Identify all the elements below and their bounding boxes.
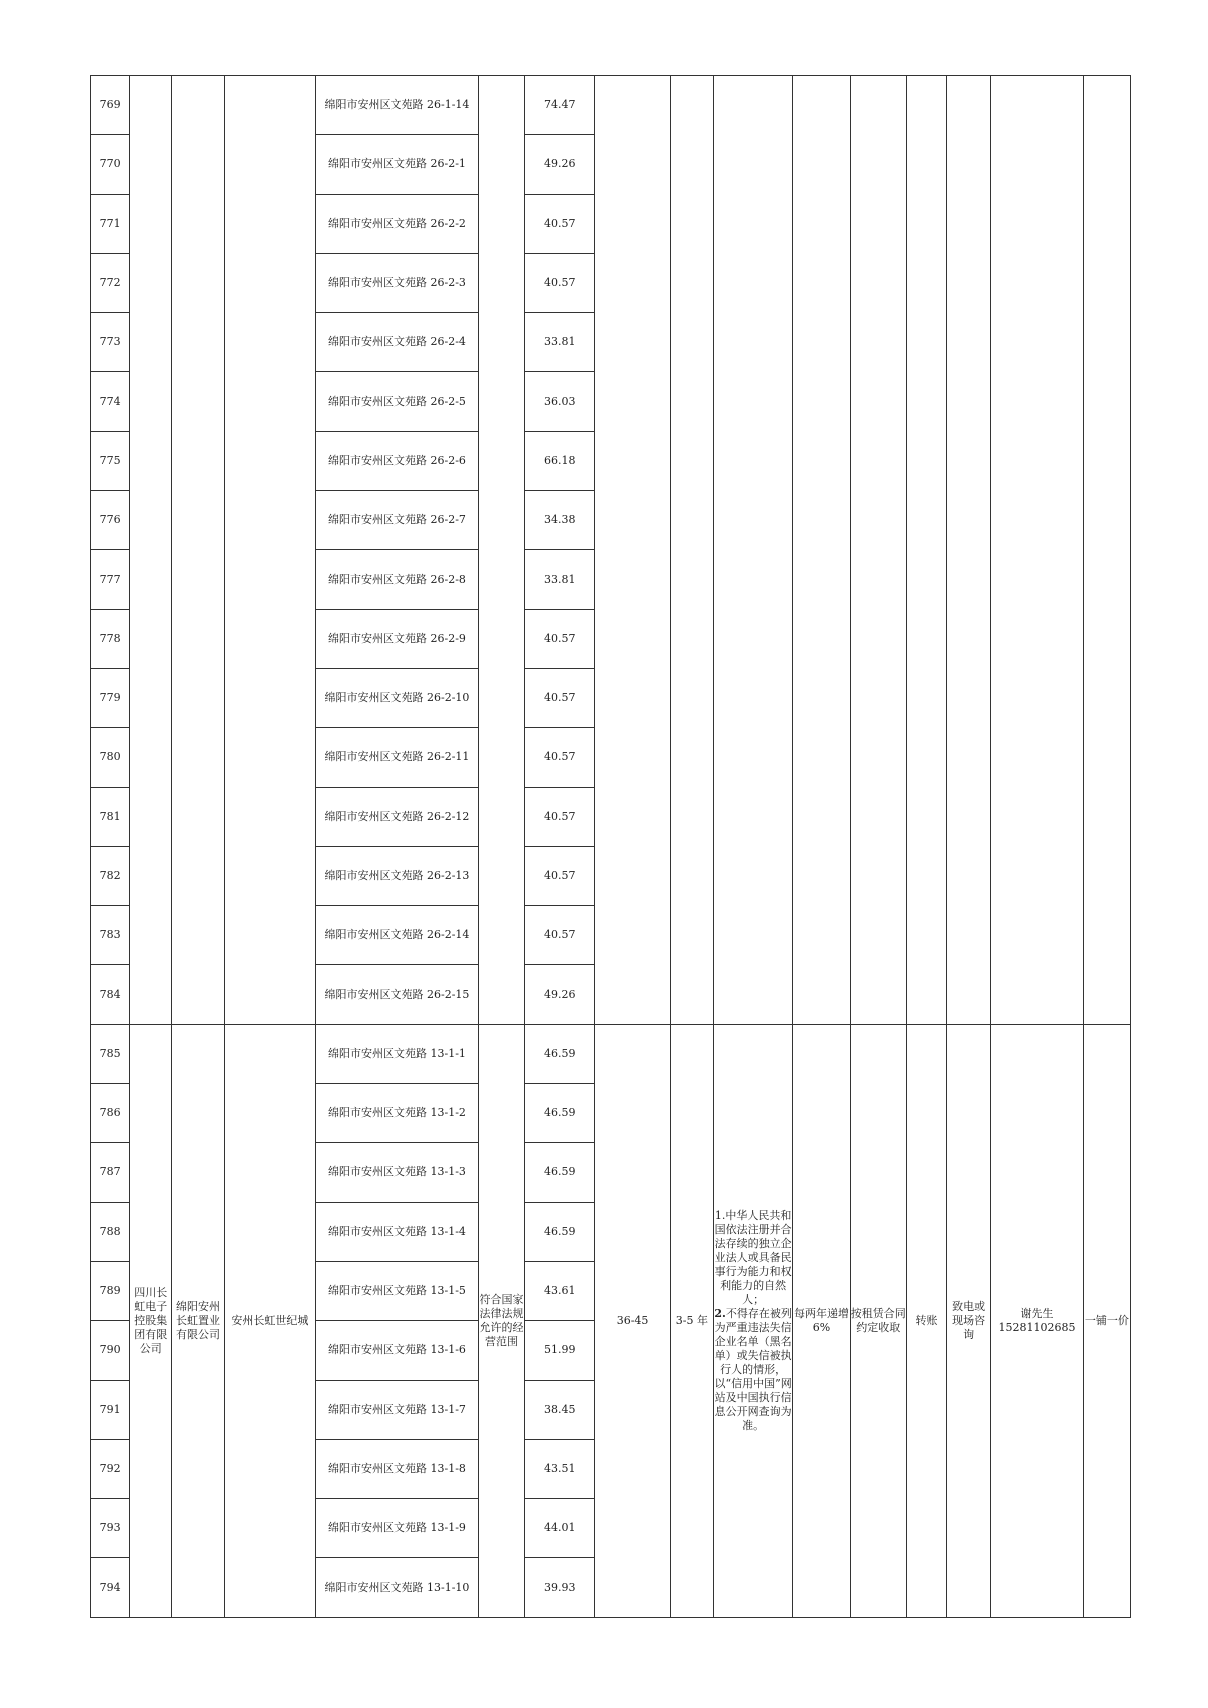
area-cell: 40.57 [525, 253, 595, 312]
requirements-cell [713, 76, 792, 1025]
address-cell: 绵阳市安州区文苑路 26-2-8 [316, 550, 479, 609]
address-cell: 绵阳市安州区文苑路 26-2-11 [316, 728, 479, 787]
area-cell: 43.61 [525, 1261, 595, 1320]
increase-cell: 每两年递增 6% [793, 1024, 850, 1617]
table-row [91, 1024, 1131, 1083]
area-cell: 40.57 [525, 668, 595, 727]
group-a-rows [91, 76, 1131, 1025]
row-number: 776 [91, 491, 130, 550]
address-cell: 绵阳市安州区文苑路 13-1-3 [316, 1143, 479, 1202]
row-number: 784 [91, 965, 130, 1024]
row-number: 791 [91, 1380, 130, 1439]
area-cell: 46.59 [525, 1202, 595, 1261]
row-number: 777 [91, 550, 130, 609]
collection-cell: 按租赁合同约定收取 [850, 1024, 906, 1617]
address-cell: 绵阳市安州区文苑路 26-1-14 [316, 76, 479, 135]
area-cell: 36.03 [525, 372, 595, 431]
area-cell: 38.45 [525, 1380, 595, 1439]
requirement-1: 1.中华人民共和国依法注册并合法存续的独立企业法人或具备民事行为能力和权利能力的自然人； [714, 1208, 792, 1306]
row-number: 779 [91, 668, 130, 727]
group-b-rows [91, 1024, 1131, 1617]
row-number: 772 [91, 253, 130, 312]
payment-cell [906, 76, 946, 1025]
row-number: 792 [91, 1439, 130, 1498]
row-number: 780 [91, 728, 130, 787]
address-cell: 绵阳市安州区文苑路 26-2-13 [316, 846, 479, 905]
term-cell [670, 76, 713, 1025]
row-number: 787 [91, 1143, 130, 1202]
area-cell: 40.57 [525, 194, 595, 253]
row-number: 769 [91, 76, 130, 135]
address-cell: 绵阳市安州区文苑路 13-1-1 [316, 1024, 479, 1083]
rent-cell [595, 76, 670, 1025]
area-cell: 40.57 [525, 906, 595, 965]
area-cell: 46.59 [525, 1024, 595, 1083]
area-cell: 33.81 [525, 313, 595, 372]
property-table [90, 75, 1131, 1618]
address-cell: 绵阳市安州区文苑路 13-1-7 [316, 1380, 479, 1439]
project-cell [224, 76, 315, 1025]
row-number: 794 [91, 1558, 130, 1617]
area-cell: 46.59 [525, 1084, 595, 1143]
pricing-cell: 一铺一价 [1083, 1024, 1130, 1617]
area-cell: 46.59 [525, 1143, 595, 1202]
area-cell: 40.57 [525, 787, 595, 846]
pricing-cell [1083, 76, 1130, 1025]
area-cell: 43.51 [525, 1439, 595, 1498]
contact-cell [991, 76, 1083, 1025]
contact-phone: 15281102685 [998, 1320, 1076, 1334]
row-number: 793 [91, 1499, 130, 1558]
increase-cell [793, 76, 850, 1025]
area-cell: 39.93 [525, 1558, 595, 1617]
row-number: 783 [91, 906, 130, 965]
address-cell: 绵阳市安州区文苑路 26-2-3 [316, 253, 479, 312]
address-cell: 绵阳市安州区文苑路 13-1-2 [316, 1084, 479, 1143]
area-cell: 44.01 [525, 1499, 595, 1558]
address-cell: 绵阳市安州区文苑路 13-1-6 [316, 1321, 479, 1380]
row-number: 771 [91, 194, 130, 253]
row-number: 789 [91, 1261, 130, 1320]
row-number: 790 [91, 1321, 130, 1380]
address-cell: 绵阳市安州区文苑路 26-2-9 [316, 609, 479, 668]
requirements-cell [713, 1024, 792, 1617]
row-number: 773 [91, 313, 130, 372]
payment-cell: 转账 [906, 1024, 946, 1617]
address-cell: 绵阳市安州区文苑路 26-2-15 [316, 965, 479, 1024]
requirement-2-text: 不得存在被列为严重违法失信企业名单（黑名单）或失信被执行人的情形，以“信用中国”网站及中国执行信息公开网查询为准。 [714, 1306, 792, 1432]
row-number: 775 [91, 431, 130, 490]
scope-cell: 符合国家法律法规允许的经营范围 [478, 1024, 524, 1617]
area-cell: 34.38 [525, 491, 595, 550]
requirement-2 [714, 1307, 792, 1433]
row-number: 778 [91, 609, 130, 668]
row-number: 782 [91, 846, 130, 905]
area-cell: 66.18 [525, 431, 595, 490]
area-cell: 49.26 [525, 965, 595, 1024]
owner-group-cell [130, 76, 172, 1025]
collection-cell [850, 76, 906, 1025]
row-number: 786 [91, 1084, 130, 1143]
contact-name: 谢先生 [1020, 1306, 1054, 1320]
inquiry-cell [947, 76, 991, 1025]
address-cell: 绵阳市安州区文苑路 13-1-10 [316, 1558, 479, 1617]
area-cell: 40.57 [525, 728, 595, 787]
rent-cell: 36-45 [595, 1024, 670, 1617]
area-cell: 40.57 [525, 846, 595, 905]
row-number: 781 [91, 787, 130, 846]
area-cell: 51.99 [525, 1321, 595, 1380]
row-number: 770 [91, 135, 130, 194]
owner-company-cell: 绵阳安州长虹置业有限公司 [172, 1024, 224, 1617]
address-cell: 绵阳市安州区文苑路 26-2-10 [316, 668, 479, 727]
project-cell: 安州长虹世纪城 [224, 1024, 315, 1617]
term-cell: 3-5 年 [670, 1024, 713, 1617]
inquiry-cell: 致电或现场咨询 [947, 1024, 991, 1617]
address-cell: 绵阳市安州区文苑路 26-2-7 [316, 491, 479, 550]
address-cell: 绵阳市安州区文苑路 26-2-1 [316, 135, 479, 194]
contact-cell [991, 1024, 1083, 1617]
owner-group-cell: 四川长虹电子控股集团有限公司 [130, 1024, 172, 1617]
area-cell: 33.81 [525, 550, 595, 609]
address-cell: 绵阳市安州区文苑路 13-1-8 [316, 1439, 479, 1498]
table-row [91, 76, 1131, 135]
address-cell: 绵阳市安州区文苑路 26-2-2 [316, 194, 479, 253]
address-cell: 绵阳市安州区文苑路 26-2-14 [316, 906, 479, 965]
address-cell: 绵阳市安州区文苑路 26-2-5 [316, 372, 479, 431]
address-cell: 绵阳市安州区文苑路 13-1-4 [316, 1202, 479, 1261]
row-number: 785 [91, 1024, 130, 1083]
address-cell: 绵阳市安州区文苑路 26-2-12 [316, 787, 479, 846]
scope-cell [478, 76, 524, 1025]
owner-company-cell [172, 76, 224, 1025]
row-number: 774 [91, 372, 130, 431]
area-cell: 40.57 [525, 609, 595, 668]
address-cell: 绵阳市安州区文苑路 26-2-4 [316, 313, 479, 372]
area-cell: 49.26 [525, 135, 595, 194]
address-cell: 绵阳市安州区文苑路 13-1-9 [316, 1499, 479, 1558]
address-cell: 绵阳市安州区文苑路 26-2-6 [316, 431, 479, 490]
requirement-2-number: 2. [714, 1306, 726, 1320]
area-cell: 74.47 [525, 76, 595, 135]
address-cell: 绵阳市安州区文苑路 13-1-5 [316, 1261, 479, 1320]
row-number: 788 [91, 1202, 130, 1261]
